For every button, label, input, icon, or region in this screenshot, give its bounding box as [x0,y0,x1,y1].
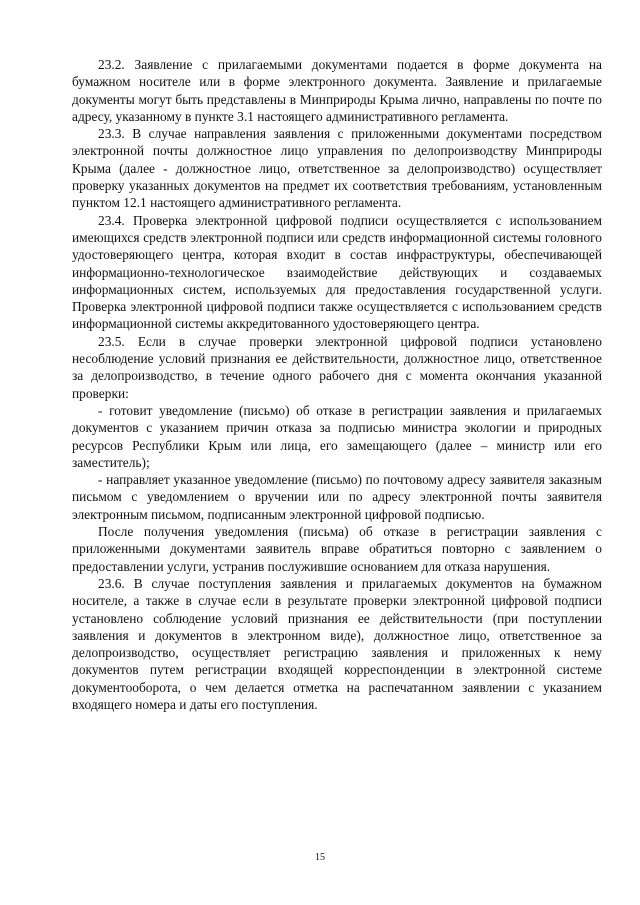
paragraph-23-2: 23.2. Заявление с прилагаемыми документами подается в форме документа на бумажном носителе или в форме электронного документа. Заявление и прилагаемые документы могут быть представлены в Минприроды Крыма лично, направлены по почте по адресу, указанному в пункте 3.1 настоящего административного регламента. [72,57,602,124]
paragraph-after-notice: После получения уведомления (письма) об отказе в регистрации заявления с приложенными документами заявитель вправе обратиться повторно с заявлением о предоставлении услуги, устранив послужившие основанием для отказа нарушения. [72,524,602,574]
paragraph-23-6: 23.6. В случае поступления заявления и прилагаемых документов на бумажном носителе, а также в случае если в результате проверки электронной цифровой подписи установлено соблюдение условий признания ее действительности (при поступлении заявления и документов в электронном виде), должностное лицо, ответственное за делопроизводство, осуществляет регистрацию заявления и приложенных к нему документов путем регистрации входящей корреспонденции в электронной системе документооборота, о чем делается отметка на распечатанном заявлении с указанием входящего номера и даты его поступления. [72,575,602,712]
list-item-send-notice: - направляет указанное уведомление (письмо) по почтовому адресу заявителя заказным письмом с уведомлением о вручении или по адресу электронной почты заявителя электронным письмом, подписанным электронной цифровой подписью. [72,472,602,522]
document-body [72,56,602,713]
paragraph-23-4: 23.4. Проверка электронной цифровой подписи осуществляется с использованием имеющихся средств электронной подписи или средств информационной системы головного удостоверяющего центра, которая входит в состав инфраструктуры, обеспечивающей информационно-технологическое взаимодействие действующих и создаваемых информационных систем, используемых для предоставления государственной услуги. Проверка электронной цифровой подписи также осуществляется с использованием средств информационной системы аккредитованного удостоверяющего центра. [72,212,602,332]
paragraph-23-5: 23.5. Если в случае проверки электронной цифровой подписи установлено несоблюдение условий признания ее действительности, должностное лицо, ответственное за делопроизводство, в течение одного рабочего дня с момента окончания указанной проверки: [72,333,602,401]
paragraph-23-3: 23.3. В случае направления заявления с приложенными документами посредством электронной почты должностное лицо управления по делопроизводству Минприроды Крыма (далее - должностное лицо, ответственное за делопроизводство) осуществляет проверку указанных документов на предмет их соответствия требованиям, установленным пунктом 12.1 настоящего административного регламента. [72,126,602,211]
page-number: 15 [315,852,325,863]
list-item-prepare-notice: - готовит уведомление (письмо) об отказе в регистрации заявления и прилагаемых документов с указанием причин отказа за подписью министра экологии и природных ресурсов Республики Крым или лица, его замещающего (далее – министр или его заместитель); [72,402,602,470]
